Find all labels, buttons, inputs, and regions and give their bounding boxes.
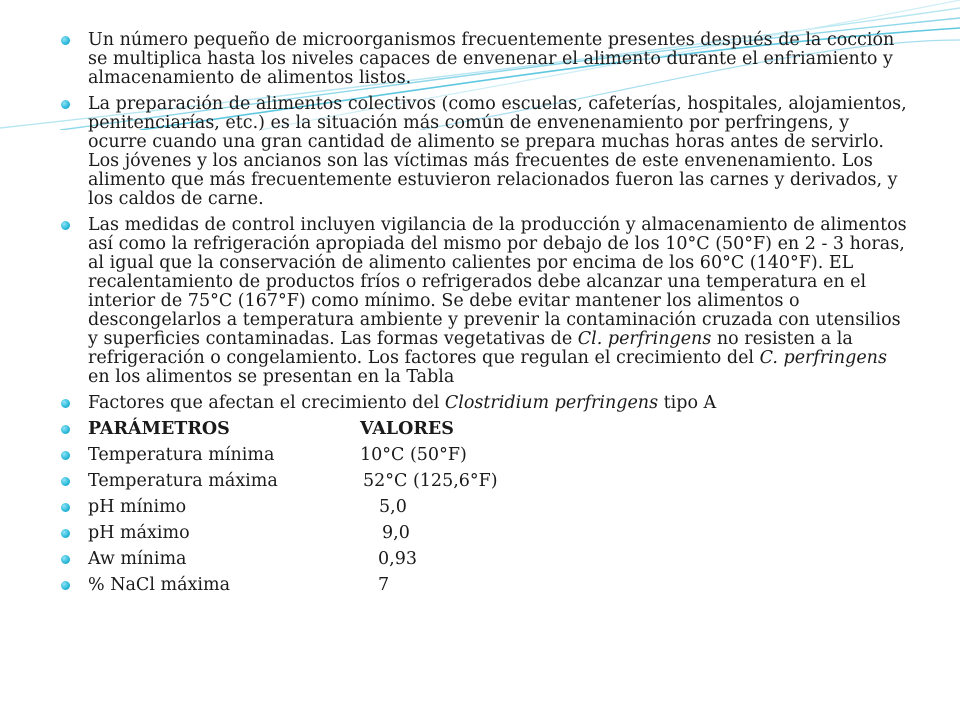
bullet-dot-icon: [61, 451, 70, 460]
param-value: 5,0: [379, 497, 407, 517]
bullet-control-measures: [60, 216, 910, 387]
paragraph-text: en los alimentos se presentan en la Tabla: [88, 367, 455, 387]
bullet-dot-icon: [61, 100, 70, 109]
param-value: 7: [378, 575, 390, 595]
bullet-dot-icon: [61, 581, 70, 590]
bullet-dot-icon: [61, 555, 70, 564]
table-row: [60, 550, 910, 569]
bullet-cooking-growth: [60, 31, 910, 88]
bullet-dot-icon: [61, 477, 70, 486]
param-name: Temperatura mínima: [88, 445, 275, 465]
bullet-dot-icon: [61, 529, 70, 538]
bullet-dot-icon: [61, 425, 70, 434]
species-name: C. perfringens: [759, 348, 887, 368]
paragraph-text: Las medidas de control incluyen vigilancia de la producción y almacenamiento de alimentos así como la refrigeración apropiada del mismo por debajo de los 10°C (50°F) en 2 - 3 horas, al igual que la conservación de alimento calientes por encima de los 60°C (140°F). EL recalentamiento de productos fríos o refrigerados debe alcanzar una temperatura en el interior de 75°C (167°F) como mínimo. Se debe evitar mantener los alimentos o descongelarlos a temperatura ambiente y prevenir la contaminación cruzada con utensilios y superficies contaminadas. Las formas vegetativas de: [88, 215, 907, 349]
table-row: [60, 446, 910, 465]
table-row: [60, 576, 910, 595]
table-row: [60, 524, 910, 543]
bullet-dot-icon: [61, 36, 70, 45]
species-name: Cl. perfringens: [577, 329, 712, 349]
slide-content: [60, 31, 910, 602]
paragraph-text: Un número pequeño de microorganismos frecuentemente presentes después de la cocción se multiplica hasta los niveles capaces de envenenar el alimento durante el enfriamiento y almacenamiento de alimentos listos.: [88, 30, 895, 88]
bullet-dot-icon: [61, 221, 70, 230]
bullet-dot-icon: [61, 503, 70, 512]
param-value: 10°C (50°F): [360, 445, 467, 465]
bullet-collective-food: [60, 95, 910, 209]
param-name: pH máximo: [88, 523, 190, 543]
paragraph-text: no resisten a la refrigeración o congelamiento. Los factores que regulan el crecimiento del: [88, 329, 853, 368]
param-name: pH mínimo: [88, 497, 187, 517]
table-header-row: [60, 420, 910, 439]
param-value: 52°C (125,6°F): [363, 471, 498, 491]
param-name: Aw mínima: [88, 549, 187, 569]
param-value: 9,0: [382, 523, 410, 543]
bullet-dot-icon: [61, 399, 70, 408]
caption-text: tipo A: [658, 393, 717, 413]
header-value: VALORES: [360, 419, 454, 439]
header-param: PARÁMETROS: [88, 419, 230, 439]
param-name: Temperatura máxima: [88, 471, 278, 491]
paragraph-text: La preparación de alimentos colectivos (como escuelas, cafeterías, hospitales, alojamientos, penitenciarías, etc.) es la situación más común de envenenamiento por perfringens, y ocurre cuando una gran cantidad de alimento se prepara muchas horas antes de servirlo. Los jóvenes y los ancianos son las víctimas más frecuentes de este envenenamiento. Los alimento que más frecuentemente estuvieron relacionados fueron las carnes y derivados, y los caldos de carne.: [88, 94, 907, 209]
bullet-list: [60, 31, 910, 595]
table-row: [60, 472, 910, 491]
param-name: % NaCl máxima: [88, 575, 231, 595]
table-row: [60, 498, 910, 517]
param-value: 0,93: [378, 549, 417, 569]
caption-text: Factores que afectan el crecimiento del: [88, 393, 445, 413]
species-name: Clostridium perfringens: [444, 393, 659, 413]
bullet-table-caption: [60, 394, 910, 413]
